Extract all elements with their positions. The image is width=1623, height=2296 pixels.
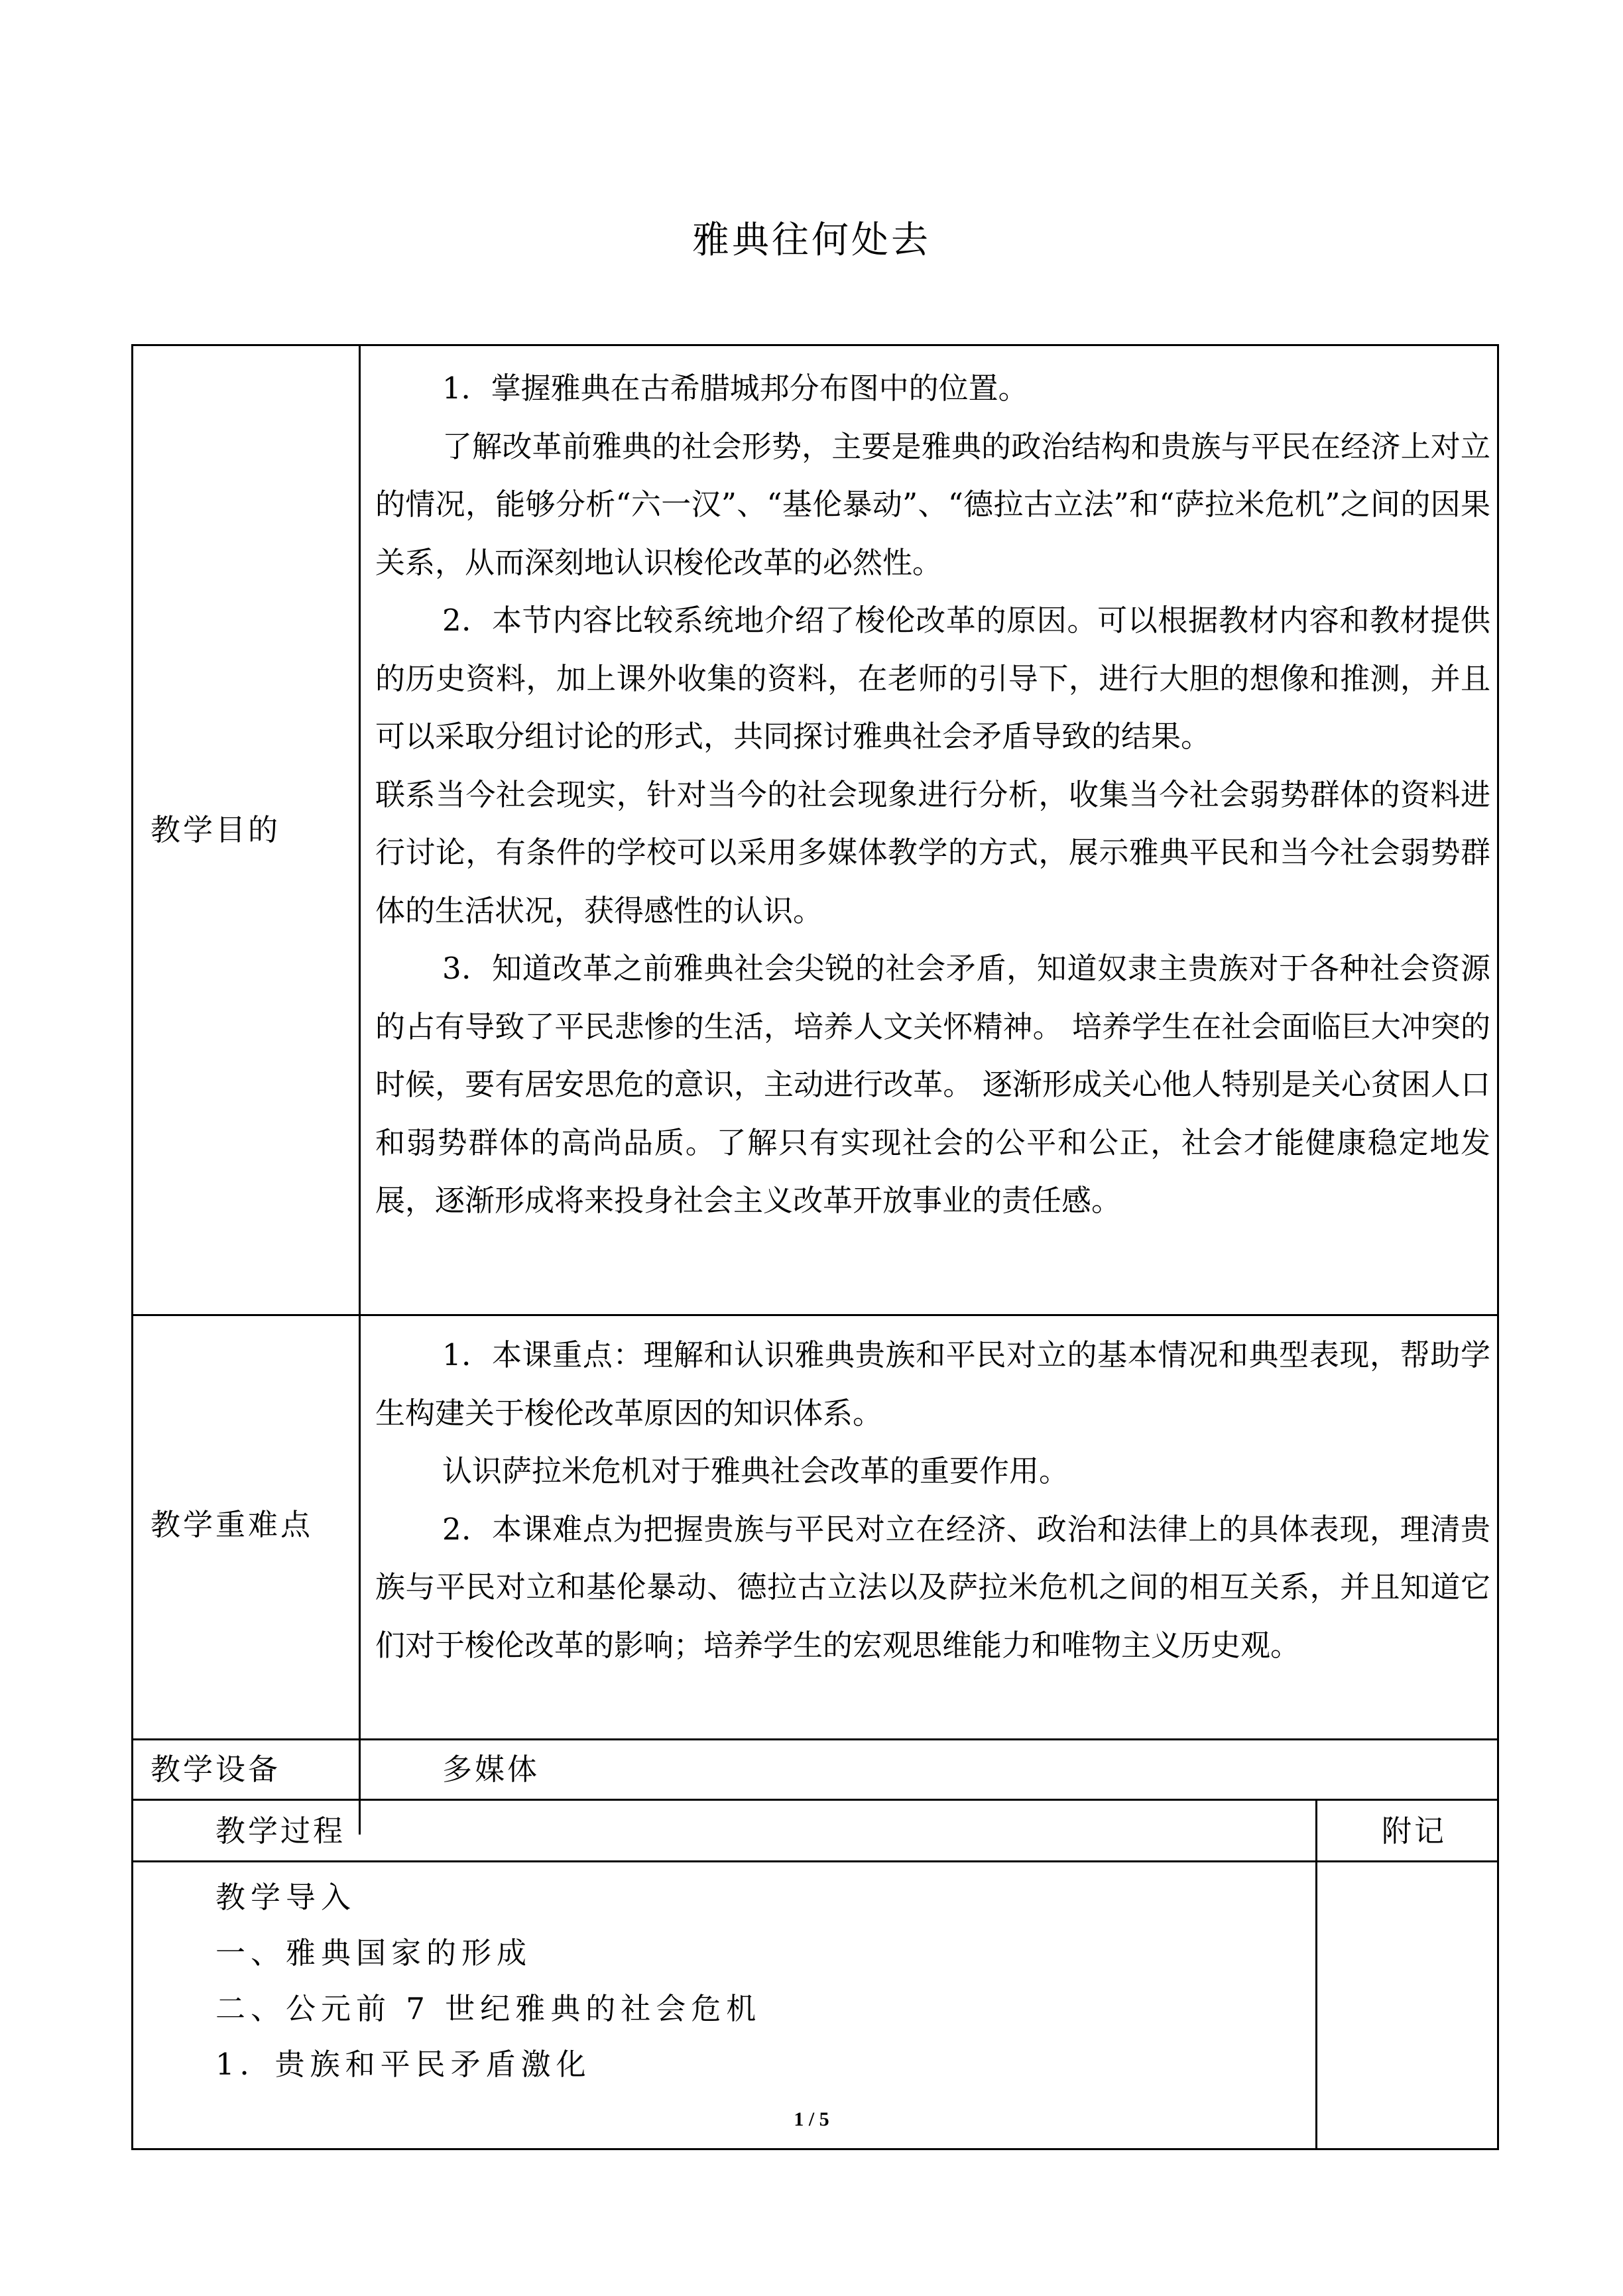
objectives-paragraph: 联系当今社会现实，针对当今的社会现象进行分析，收集当今社会弱势群体的资料进行讨论，有条件的学校可以采用多媒体教学的方式，展示雅典平民和当今社会弱势群体的生活状况，获得感性的认识。 bbox=[375, 776, 1490, 928]
page-number: 1 / 5 bbox=[794, 2108, 829, 2130]
label-column-divider bbox=[359, 346, 361, 1835]
lesson-table bbox=[131, 344, 1499, 2150]
process-line: 一、雅典国家的形成 bbox=[215, 1935, 532, 1970]
process-line: 二、公元前 7 世纪雅典的社会危机 bbox=[215, 1991, 762, 2026]
equipment-label: 教学设备 bbox=[150, 1752, 281, 1787]
objectives-paragraph: 2．本节内容比较系统地介绍了梭伦改革的原因。可以根据教材内容和教材提供的历史资料，加上课外收集的资料，在老师的引导下，进行大胆的想像和推测，并且可以采取分组讨论的形式，共同探讨雅典社会矛盾导致的结果。 bbox=[375, 603, 1490, 754]
process-content bbox=[215, 1870, 1303, 2092]
row-divider bbox=[133, 1799, 1497, 1801]
process-line: 教学导入 bbox=[215, 1880, 357, 1915]
objectives-paragraph: 1．掌握雅典在古希腊城邦分布图中的位置。 bbox=[442, 371, 1028, 406]
key-points-paragraph: 2．本课难点为把握贵族与平民对立在经济、政治和法律上的具体表现，理清贵族与平民对立和基伦暴动、德拉古立法以及萨拉米危机之间的相互关系，并且知道它们对于梭伦改革的影响；培养学生的宏观思维能力和唯物主义历史观。 bbox=[375, 1511, 1490, 1663]
row-divider bbox=[133, 1738, 1497, 1740]
row-divider bbox=[133, 1314, 1497, 1316]
key-points-paragraph: 认识萨拉米危机对于雅典社会改革的重要作用。 bbox=[442, 1453, 1069, 1488]
key-points-label: 教学重难点 bbox=[150, 1507, 314, 1542]
objectives-content bbox=[375, 359, 1490, 1230]
notes-column-divider bbox=[1315, 1799, 1317, 2150]
objectives-paragraph: 了解改革前雅典的社会形势，主要是雅典的政治结构和贵族与平民在经济上对立的情况，能够分析“六一汉”、“基伦暴动”、“德拉古立法”和“萨拉米危机”之间的因果关系，从而深刻地认识梭伦改革的必然性。 bbox=[375, 428, 1490, 580]
process-line: 1．贵族和平民矛盾激化 bbox=[215, 2047, 591, 2082]
row-divider bbox=[133, 1860, 1497, 1862]
key-points-paragraph: 1．本课重点：理解和认识雅典贵族和平民对立的基本情况和典型表现，帮助学生构建关于梭伦改革原因的知识体系。 bbox=[375, 1337, 1490, 1431]
page-title: 雅典往何处去 bbox=[692, 219, 931, 262]
objectives-label: 教学目的 bbox=[150, 812, 281, 847]
key-points-content bbox=[375, 1326, 1490, 1674]
process-header: 教学过程 bbox=[215, 1813, 346, 1848]
objectives-paragraph: 3．知道改革之前雅典社会尖锐的社会矛盾，知道奴隶主贵族对于各种社会资源的占有导致了平民悲惨的生活，培养人文关怀精神。 培养学生在社会面临巨大冲突的时候，要有居安思危的意识，主动进行改革。 逐渐形成关心他人特别是关心贫困人口和弱势群体的高尚品质。了解只有实现社会的公平和公正，社会才能健康稳定地发展，逐渐形成将来投身社会主义改革开放事业的责任感。 bbox=[375, 951, 1490, 1218]
equipment-value: 多媒体 bbox=[442, 1752, 540, 1787]
notes-header: 附记 bbox=[1382, 1813, 1447, 1848]
